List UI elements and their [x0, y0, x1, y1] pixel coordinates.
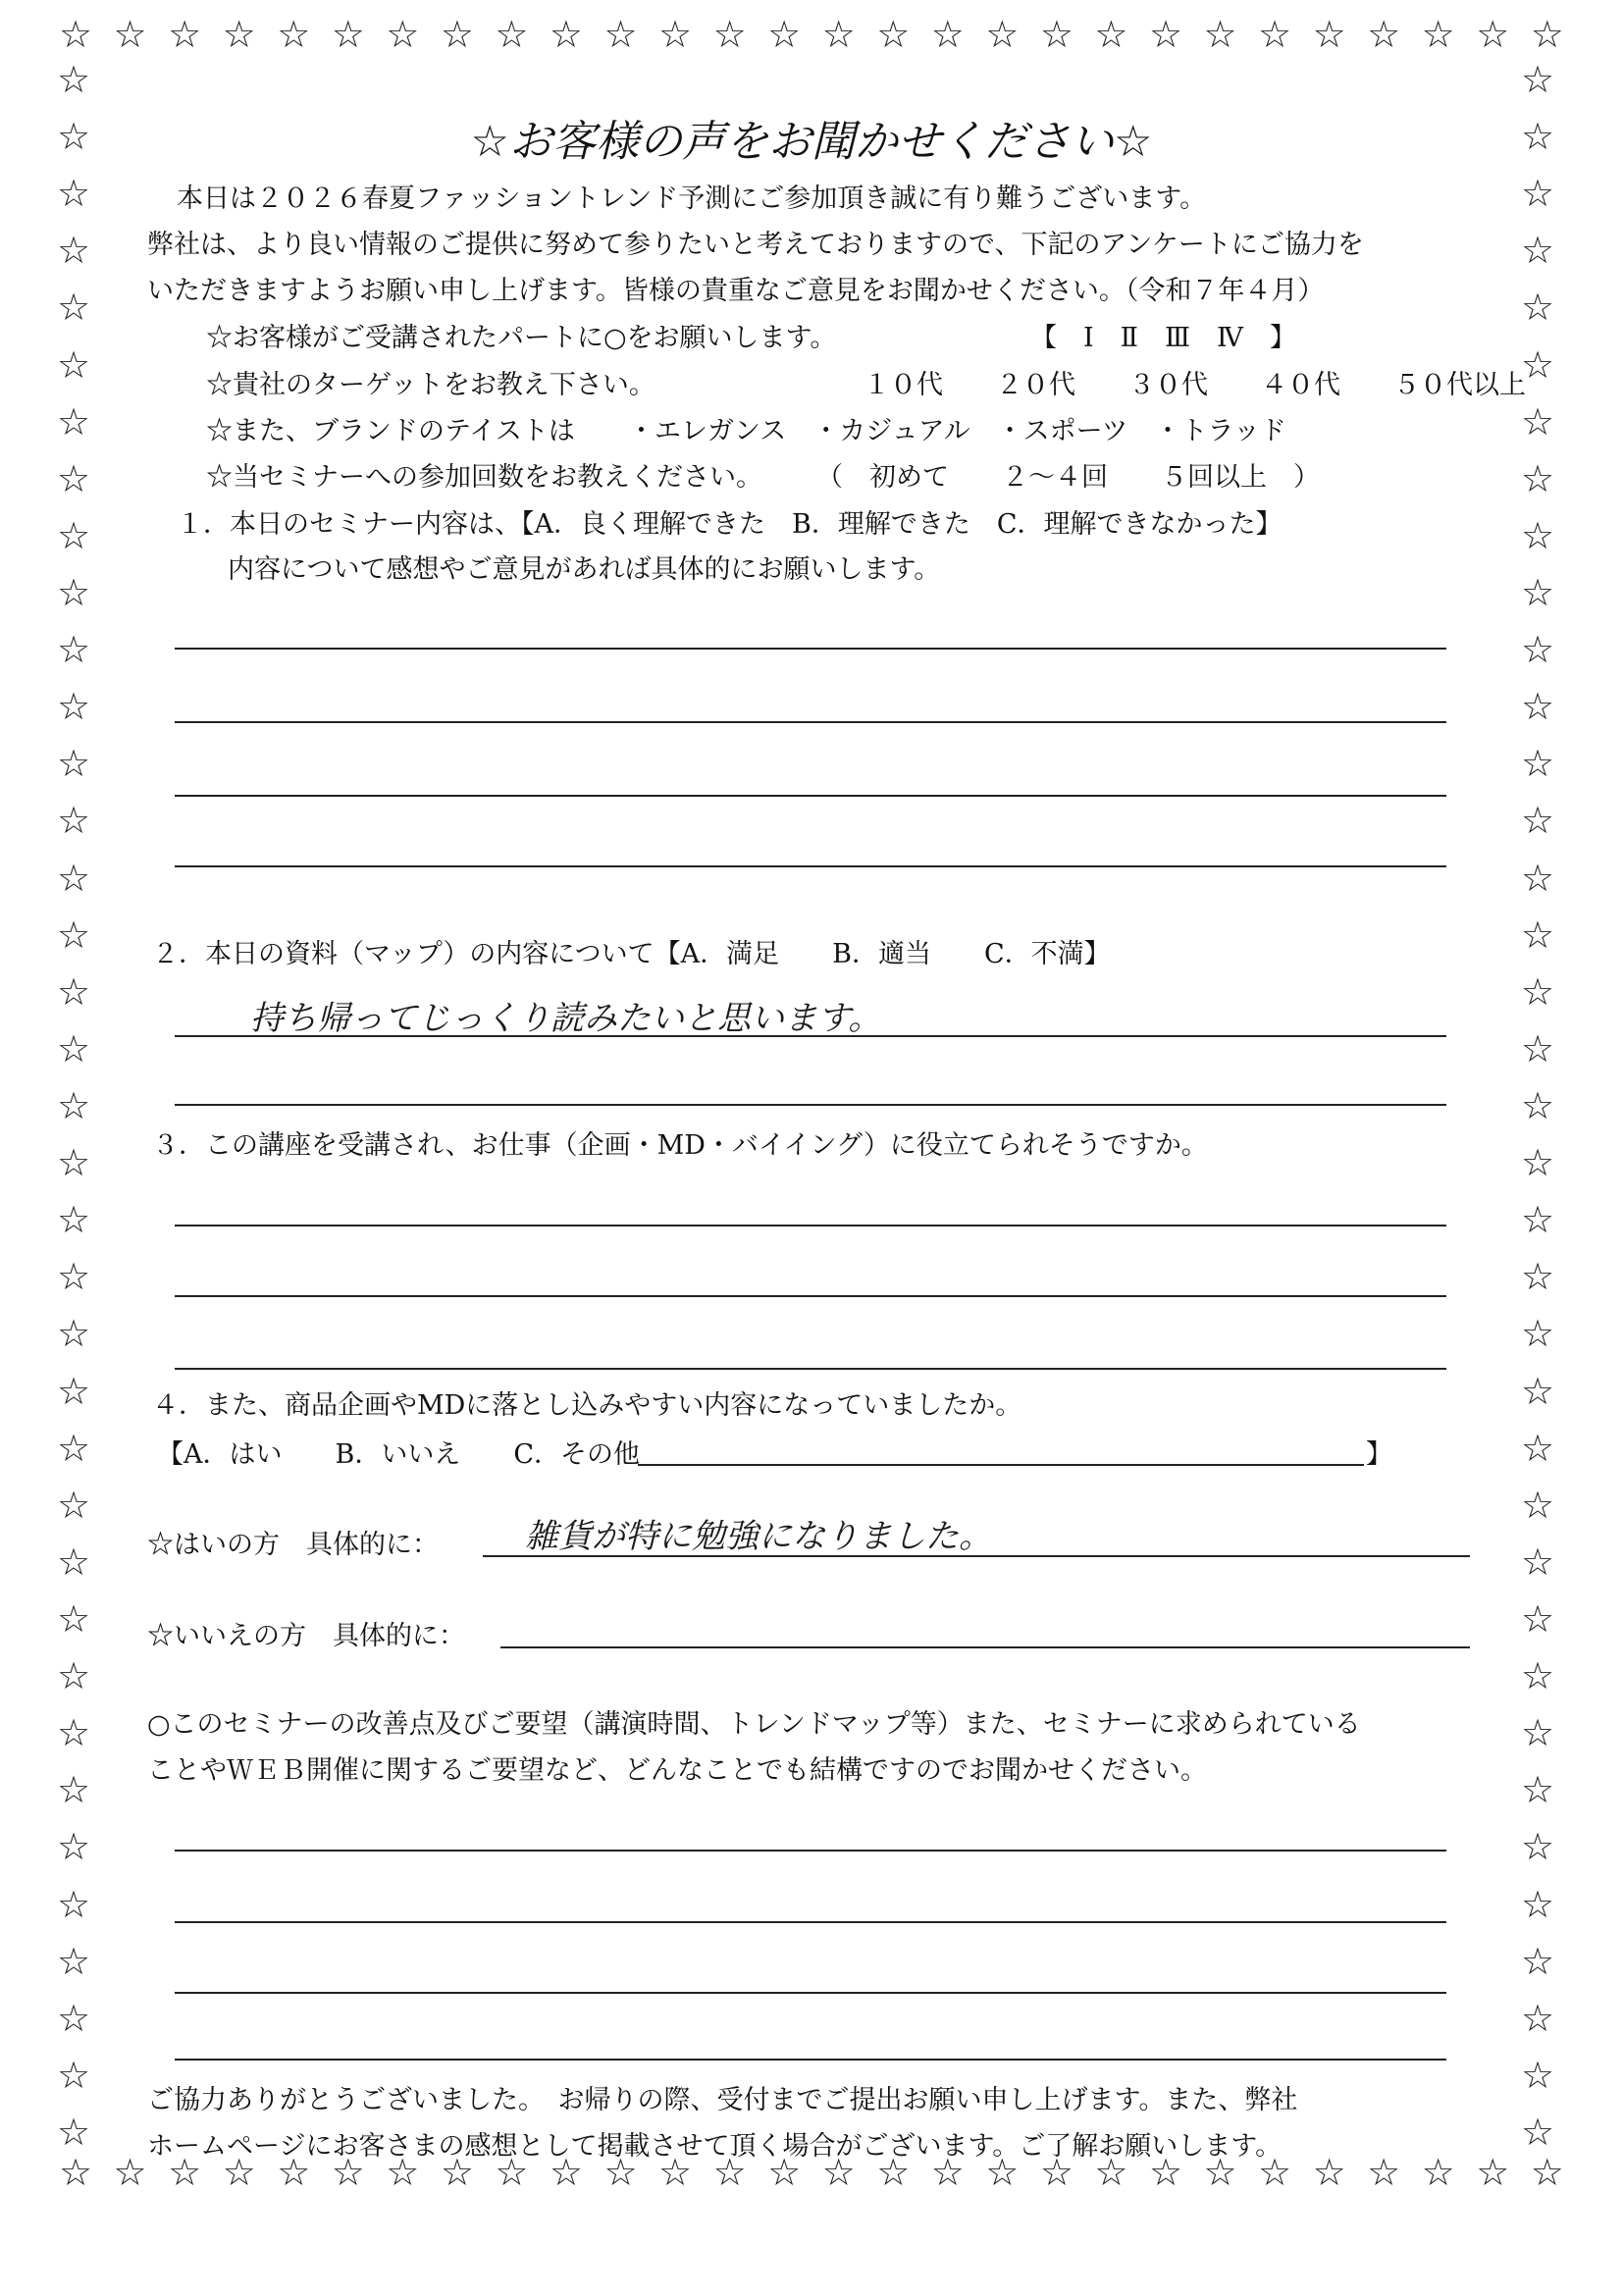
star-icon: ☆	[1521, 58, 1555, 101]
star-icon: ☆	[985, 2151, 1020, 2194]
taste-question: ☆また、ブランドのテイストは	[206, 416, 575, 446]
star-icon: ☆	[1367, 2151, 1401, 2194]
star-icon: ☆	[985, 13, 1020, 56]
star-icon: ☆	[1530, 2151, 1564, 2194]
star-icon: ☆	[1203, 2151, 1237, 2194]
star-icon: ☆	[57, 286, 91, 330]
star-icon: ☆	[57, 1825, 91, 1869]
star-icon: ☆	[1521, 1026, 1555, 1070]
intro-line-1: 本日は２０２６春夏ファッショントレンド予測にご参加頂き誠に有り難うございます。	[177, 183, 1207, 214]
parts-options[interactable]: 【 Ⅰ Ⅱ Ⅲ Ⅳ 】	[1030, 323, 1297, 353]
no-detail-line[interactable]	[500, 1646, 1470, 1648]
target-options[interactable]: １０代 ２０代 ３０代 ４０代 ５０代以上	[864, 370, 1526, 400]
star-icon: ☆	[57, 1312, 91, 1356]
q1-line-2: 内容について感想やご意見があれば具体的にお願いします。	[228, 554, 941, 585]
star-icon: ☆	[1521, 1255, 1555, 1299]
star-icon: ☆	[440, 2151, 474, 2194]
star-icon: ☆	[603, 2151, 638, 2194]
star-icon: ☆	[1039, 2151, 1073, 2194]
q2-handwritten-answer: 持ち帰ってじっくり読みたいと思います。	[250, 999, 882, 1038]
star-icon: ☆	[57, 628, 91, 672]
star-icon: ☆	[57, 969, 91, 1014]
footer-line-2: ホームページにお客さまの感想として掲載させて頂く場合がございます。ご了解お願いします。	[147, 2131, 1283, 2162]
q3-answer-line-1[interactable]	[175, 1225, 1446, 1226]
q4-close-bracket: 】	[1366, 1439, 1392, 1470]
star-icon: ☆	[1258, 13, 1292, 56]
star-icon: ☆	[57, 856, 91, 900]
star-icon: ☆	[57, 1939, 91, 1983]
star-icon: ☆	[57, 2053, 91, 2097]
yes-detail-line[interactable]	[483, 1555, 1470, 1557]
star-icon: ☆	[59, 2151, 93, 2194]
star-icon: ☆	[57, 1198, 91, 1242]
star-icon: ☆	[1521, 513, 1555, 557]
star-icon: ☆	[57, 1596, 91, 1641]
star-icon: ☆	[1521, 1539, 1555, 1584]
star-icon: ☆	[1312, 2151, 1346, 2194]
star-icon: ☆	[57, 1141, 91, 1185]
star-icon: ☆	[1521, 1369, 1555, 1413]
star-icon: ☆	[57, 1255, 91, 1299]
star-icon: ☆	[549, 13, 583, 56]
star-icon: ☆	[1521, 1198, 1555, 1242]
star-icon: ☆	[386, 2151, 420, 2194]
yes-detail-label: ☆はいの方 具体的に：	[147, 1530, 439, 1560]
star-icon: ☆	[930, 13, 965, 56]
q1-line-1: １．本日のセミナー内容は、【A．良く理解できた B．理解できた C．理解できなかった】	[177, 509, 1283, 540]
star-icon: ☆	[57, 570, 91, 614]
q1-answer-line-2[interactable]	[175, 721, 1446, 723]
star-icon: ☆	[57, 1026, 91, 1070]
star-icon: ☆	[1521, 969, 1555, 1014]
star-icon: ☆	[1476, 2151, 1510, 2194]
star-icon: ☆	[1521, 229, 1555, 273]
star-icon: ☆	[57, 1882, 91, 1926]
q3-line: ３．この講座を受講され、お仕事（企画・MD・バイイング）に役立てられそうですか。	[152, 1130, 1208, 1161]
star-icon: ☆	[1521, 1312, 1555, 1356]
improve-line-1: ○このセミナーの改善点及びご要望（講演時間、トレンドマップ等）また、セミナーに求められている	[147, 1709, 1361, 1740]
star-icon: ☆	[1521, 1596, 1555, 1641]
improve-line-2: ことやＷＥＢ開催に関するご要望など、どんなことでも結構ですのでお聞かせください。	[147, 1755, 1207, 1786]
star-icon: ☆	[767, 13, 802, 56]
star-icon: ☆	[1521, 856, 1555, 900]
improve-answer-line-2[interactable]	[175, 1921, 1446, 1923]
taste-options[interactable]: ・エレガンス ・カジュアル ・スポーツ ・トラッド	[628, 416, 1286, 446]
improve-answer-line-1[interactable]	[175, 1850, 1446, 1852]
star-icon: ☆	[277, 2151, 311, 2194]
star-icon: ☆	[1521, 456, 1555, 500]
star-icon: ☆	[1312, 13, 1346, 56]
star-icon: ☆	[1530, 13, 1564, 56]
star-icon: ☆	[57, 913, 91, 957]
star-border-top	[59, 13, 1564, 56]
star-icon: ☆	[277, 13, 311, 56]
star-icon: ☆	[1521, 742, 1555, 786]
star-icon: ☆	[1521, 1141, 1555, 1185]
star-icon: ☆	[222, 2151, 256, 2194]
star-icon: ☆	[930, 2151, 965, 2194]
star-icon: ☆	[331, 2151, 365, 2194]
star-border-right	[1521, 58, 1555, 2154]
star-icon: ☆	[1521, 399, 1555, 444]
star-icon: ☆	[1521, 115, 1555, 159]
star-icon: ☆	[57, 58, 91, 101]
star-icon: ☆	[1094, 13, 1128, 56]
star-icon: ☆	[1148, 13, 1183, 56]
star-icon: ☆	[57, 1539, 91, 1584]
q2-answer-line-1[interactable]	[175, 1035, 1446, 1037]
star-icon: ☆	[1421, 13, 1455, 56]
star-icon: ☆	[1521, 1483, 1555, 1527]
q2-line: ２．本日の資料（マップ）の内容について【A．満足 B．適当 C．不満】	[152, 939, 1111, 969]
star-icon: ☆	[1521, 1996, 1555, 2040]
star-icon: ☆	[57, 172, 91, 216]
star-icon: ☆	[1421, 2151, 1455, 2194]
star-icon: ☆	[168, 2151, 202, 2194]
star-icon: ☆	[603, 13, 638, 56]
footer-line-1: ご協力ありがとうございました。 お帰りの際、受付までご提出お願い申し上げます。また、弊社	[147, 2085, 1298, 2115]
star-icon: ☆	[57, 513, 91, 557]
star-icon: ☆	[1521, 913, 1555, 957]
star-icon: ☆	[59, 13, 93, 56]
star-icon: ☆	[1521, 628, 1555, 672]
star-icon: ☆	[222, 13, 256, 56]
star-icon: ☆	[57, 399, 91, 444]
star-icon: ☆	[57, 742, 91, 786]
q4-other-line[interactable]	[638, 1464, 1364, 1466]
star-icon: ☆	[1476, 13, 1510, 56]
star-icon: ☆	[331, 13, 365, 56]
star-icon: ☆	[495, 2151, 529, 2194]
star-icon: ☆	[821, 13, 856, 56]
page-title: ☆お客様の声をお聞かせください☆	[470, 117, 1153, 167]
star-icon: ☆	[57, 1711, 91, 1755]
q4-line: ４．また、商品企画やMDに落とし込みやすい内容になっていましたか。	[152, 1390, 1022, 1421]
star-icon: ☆	[57, 1996, 91, 2040]
star-icon: ☆	[57, 685, 91, 729]
q1-answer-line-4[interactable]	[175, 865, 1446, 867]
intro-line-2: 弊社は、より良い情報のご提供に努めて参りたいと考えておりますので、下記のアンケートにご協力を	[147, 230, 1364, 260]
star-icon: ☆	[57, 115, 91, 159]
star-icon: ☆	[1039, 13, 1073, 56]
star-icon: ☆	[1521, 342, 1555, 387]
q4-options[interactable]: 【A．はい B．いいえ C．その他	[157, 1439, 640, 1470]
star-icon: ☆	[57, 1768, 91, 1812]
q3-answer-line-3[interactable]	[175, 1368, 1446, 1370]
star-icon: ☆	[876, 2151, 911, 2194]
improve-answer-line-3[interactable]	[175, 1992, 1446, 1994]
star-icon: ☆	[57, 1426, 91, 1470]
star-icon: ☆	[386, 13, 420, 56]
star-icon: ☆	[1521, 1825, 1555, 1869]
star-icon: ☆	[1521, 286, 1555, 330]
star-icon: ☆	[57, 342, 91, 387]
no-detail-label: ☆いいえの方 具体的に：	[147, 1621, 465, 1651]
star-icon: ☆	[1521, 1426, 1555, 1470]
star-icon: ☆	[57, 229, 91, 273]
star-icon: ☆	[1094, 2151, 1128, 2194]
star-icon: ☆	[57, 2110, 91, 2154]
star-icon: ☆	[1521, 1083, 1555, 1127]
intro-line-3: いただきますようお願い申し上げます。皆様の貴重なご意見をお聞かせください。（令和７年４月）	[147, 276, 1325, 306]
star-icon: ☆	[57, 1654, 91, 1698]
star-icon: ☆	[1521, 172, 1555, 216]
star-icon: ☆	[1148, 2151, 1183, 2194]
yes-detail-handwritten-answer: 雑貨が特に勉強になりました。	[525, 1517, 992, 1556]
star-icon: ☆	[113, 13, 147, 56]
star-icon: ☆	[1203, 13, 1237, 56]
star-icon: ☆	[1521, 2110, 1555, 2154]
star-icon: ☆	[1521, 1654, 1555, 1698]
star-icon: ☆	[495, 13, 529, 56]
target-question: ☆貴社のターゲットをお教え下さい。	[206, 370, 655, 400]
star-icon: ☆	[658, 13, 693, 56]
count-options[interactable]: （ 初めて ２～４回 ５回以上 ）	[816, 462, 1320, 493]
count-question: ☆当セミナーへの参加回数をお教えください。	[206, 462, 762, 493]
star-icon: ☆	[1521, 2053, 1555, 2097]
star-icon: ☆	[549, 2151, 583, 2194]
star-icon: ☆	[113, 2151, 147, 2194]
star-icon: ☆	[1521, 1768, 1555, 1812]
parts-question: ☆お客様がご受講されたパートに○をお願いします。	[206, 323, 837, 353]
star-icon: ☆	[168, 13, 202, 56]
q1-answer-line-3[interactable]	[175, 795, 1446, 797]
star-icon: ☆	[821, 2151, 856, 2194]
star-icon: ☆	[712, 13, 747, 56]
q1-answer-line-1[interactable]	[175, 648, 1446, 650]
star-icon: ☆	[57, 1483, 91, 1527]
star-icon: ☆	[1521, 685, 1555, 729]
star-icon: ☆	[767, 2151, 802, 2194]
star-icon: ☆	[1521, 1882, 1555, 1926]
star-icon: ☆	[57, 1369, 91, 1413]
star-icon: ☆	[440, 13, 474, 56]
star-border-left	[57, 58, 91, 2154]
star-icon: ☆	[57, 799, 91, 843]
star-icon: ☆	[1521, 1711, 1555, 1755]
star-icon: ☆	[1521, 570, 1555, 614]
q3-answer-line-2[interactable]	[175, 1295, 1446, 1297]
star-icon: ☆	[57, 1083, 91, 1127]
star-icon: ☆	[1521, 1939, 1555, 1983]
q2-answer-line-2[interactable]	[175, 1104, 1446, 1106]
star-icon: ☆	[1521, 799, 1555, 843]
star-icon: ☆	[712, 2151, 747, 2194]
star-icon: ☆	[1258, 2151, 1292, 2194]
star-icon: ☆	[57, 456, 91, 500]
star-icon: ☆	[658, 2151, 693, 2194]
improve-answer-line-4[interactable]	[175, 2059, 1446, 2061]
star-icon: ☆	[1367, 13, 1401, 56]
star-icon: ☆	[876, 13, 911, 56]
